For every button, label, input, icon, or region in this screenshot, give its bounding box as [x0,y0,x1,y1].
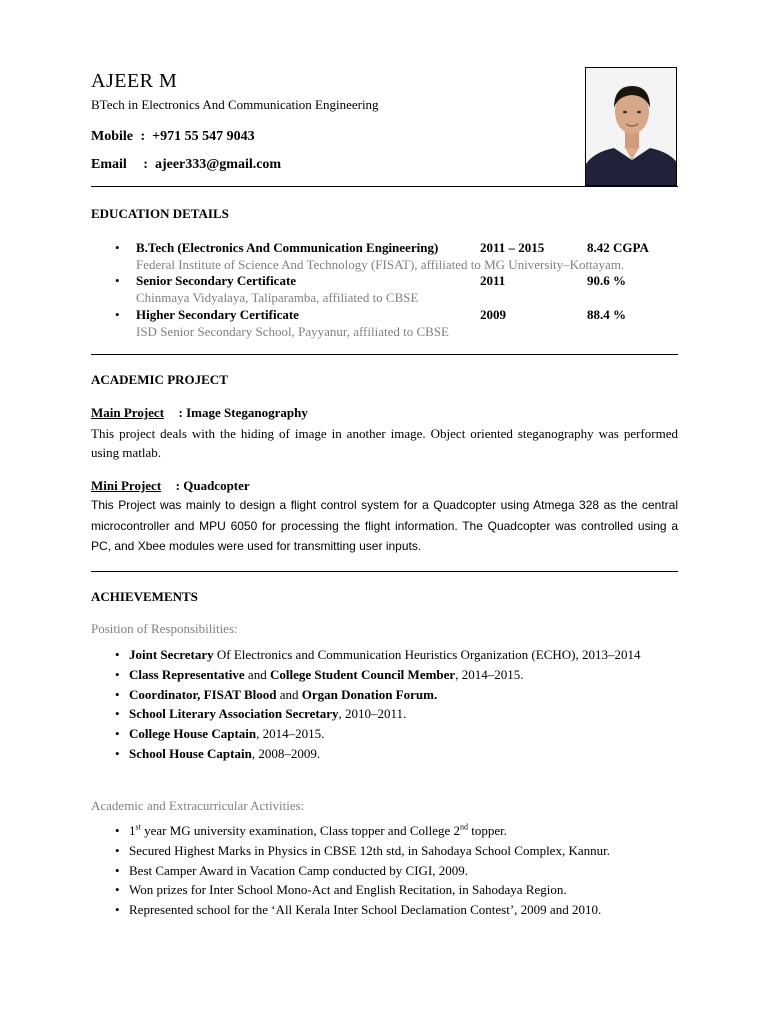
education-score: 90.6 % [587,273,626,288]
responsibilities-heading: Position of Responsibilities: [91,621,238,636]
responsibilities-list [91,645,640,764]
role-title: School Literary Association Secretary [129,706,339,722]
bullet-icon: • [115,862,120,878]
education-score: 8.42 CGPA [587,240,649,255]
list-item [91,665,640,685]
list-item [91,861,610,881]
email-line: Email : ajeer333@gmail.com [91,157,282,172]
mini-project-label: Mini Project [91,478,162,493]
main-project-description: This project deals with the hiding of image in another image. Object oriented steganography was performed using matlab. [91,426,678,460]
email-value: ajeer333@gmail.com [154,157,282,172]
main-project-name: : Image Steganography [178,405,308,420]
education-year: 2011 [480,273,506,288]
role-connector: and [244,666,270,682]
education-degree: B.Tech (Electronics And Communication Engineering) [136,240,439,255]
role-title: College Student Council Member [269,666,456,682]
list-item [91,685,640,705]
role-title: College House Captain [129,726,257,742]
list-item [91,841,610,861]
activities-list [91,821,610,920]
achievements-section-title: ACHIEVEMENTS [91,589,198,604]
degree-line: BTech in Electronics And Communication Engineering [91,97,379,112]
bullet-icon: • [115,307,120,322]
main-project-heading [91,405,308,421]
list-item [91,821,610,841]
bullet-icon: • [115,745,120,761]
activity-text: year MG university examination, Class topper and College 2 [140,823,460,838]
list-item [91,744,640,764]
candidate-name: AJEER M [91,70,178,92]
education-degree: Senior Secondary Certificate [136,273,297,288]
role-title: Coordinator, FISAT Blood [129,686,277,702]
profile-photo [585,67,677,186]
bullet-icon: • [115,647,120,662]
header-divider [91,186,678,187]
bullet-icon: • [115,726,120,742]
education-institution: Federal Institute of Science And Technology (FISAT), affiliated to MG University–Kottayam. [136,257,625,272]
bullet-icon: • [115,902,120,918]
bullet-icon: • [115,273,120,288]
ordinal-suffix: st [135,822,141,832]
list-item [91,724,640,744]
bullet-icon: • [115,823,120,838]
mobile-line: Mobile : +971 55 547 9043 [91,129,255,144]
activity-text: Represented school for the ‘All Kerala Inter School Declamation Contest’, 2009 and 2010. [129,902,602,918]
activity-text: topper. [468,823,507,838]
role-title: Organ Donation Forum. [301,686,438,702]
education-section-title: EDUCATION DETAILS [91,206,229,221]
bullet-icon: • [115,706,120,722]
role-title: Joint Secretary [129,647,214,662]
role-detail: , 2014–2015. [455,666,524,682]
role-detail: Of Electronics and Communication Heuristics Organization (ECHO), 2013–2014 [213,647,641,662]
mobile-label: Mobile [91,129,133,144]
education-institution: Chinmaya Vidyalaya, Taliparamba, affiliated to CBSE [136,290,419,305]
list-item [91,900,610,920]
role-connector: and [276,686,302,702]
mobile-value: +971 55 547 9043 [152,129,255,144]
person-portrait-icon [586,68,677,186]
email-label: Email [91,157,127,172]
project-divider [91,571,678,572]
education-degree: Higher Secondary Certificate [136,307,299,322]
education-year: 2009 [480,307,506,322]
list-item [91,880,610,900]
role-title: School House Captain [129,745,252,761]
education-year: 2011 – 2015 [480,240,545,255]
activity-text: Won prizes for Inter School Mono-Act and English Recitation, in Sahodaya Region. [129,882,567,898]
education-institution: ISD Senior Secondary School, Payyanur, affiliated to CBSE [136,324,450,339]
bullet-icon: • [115,240,120,255]
role-detail: , 2010–2011. [338,706,407,722]
list-item [91,645,640,665]
ordinal-suffix: nd [460,822,468,832]
bullet-icon: • [115,686,120,702]
mini-project-heading [91,478,250,494]
role-title: Class Representative [129,666,245,682]
activity-text: Best Camper Award in Vacation Camp conducted by CIGI, 2009. [129,862,469,878]
activity-text: 1 [129,823,136,838]
role-detail: , 2014–2015. [256,726,325,742]
role-detail: , 2008–2009. [251,745,321,761]
project-section-title: ACADEMIC PROJECT [91,372,228,387]
main-project-label: Main Project [91,405,165,420]
mini-project-description: This Project was mainly to design a flight control system for a Quadcopter using Atmega 328 as the central microcontroller and MPU 6050 for processing the flight information. The Quadcopter was controlled using a PC, and Xbee modules were used for transmitting user inputs. [91,498,678,553]
bullet-icon: • [115,882,120,898]
bullet-icon: • [115,842,120,858]
education-score: 88.4 % [587,307,626,322]
education-divider [91,354,678,355]
mini-project-name: : Quadcopter [175,478,250,493]
bullet-icon: • [115,666,120,682]
list-item [91,704,640,724]
activity-text: Secured Highest Marks in Physics in CBSE 12th std, in Sahodaya School Complex, Kannur. [129,842,610,858]
activities-heading: Academic and Extracurricular Activities: [91,798,305,813]
